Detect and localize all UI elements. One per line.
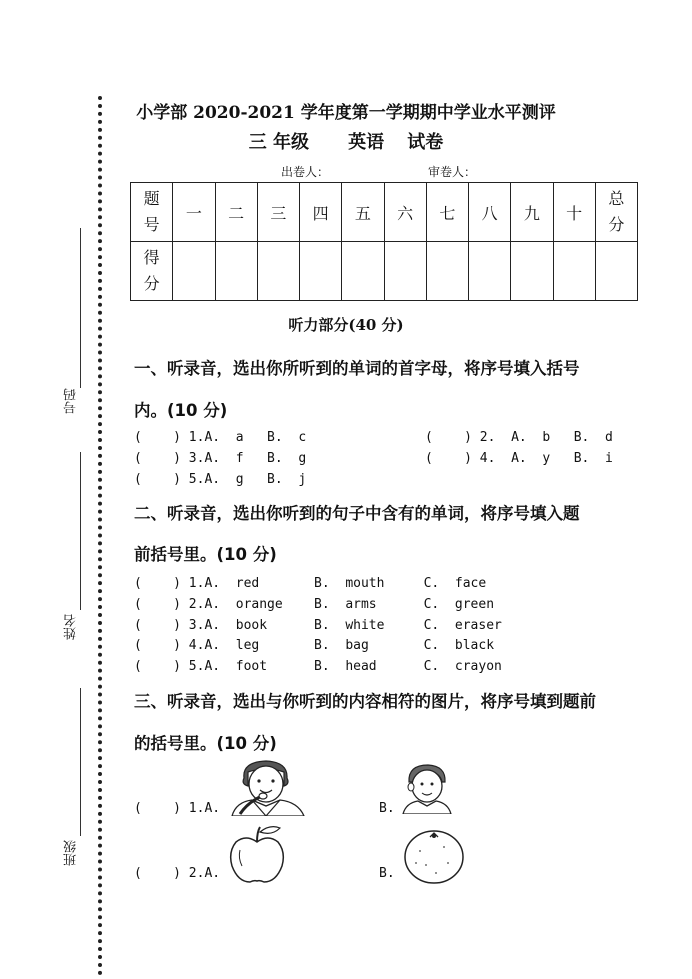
s3-q2-b: B. [379,866,395,881]
subtitle-grade: 三 年级 [248,132,310,153]
s3-q2-prefix: ( ) 2.A. [134,866,221,881]
section3-heading: 三、听录音，选出与你听到的内容相符的图片，将序号填到题前 [134,692,596,711]
score-cell[interactable] [426,242,468,301]
orange-picture [402,827,466,885]
exam-title: 小学部 2020-2021 学年度第一学期期中学业水平测评 [136,103,556,123]
reviewer-label: 审卷人： [428,165,477,179]
exam-number-label: 号码 [64,388,79,414]
col-7: 七 [426,183,468,242]
boy-picture [400,762,454,814]
s2-item-1: ( ) 1.A. red B. mouth C. face [134,576,487,591]
score-table [130,182,638,301]
section3-heading-cont: 的括号里。(10 分) [134,734,277,753]
class-label: 班级 [64,840,79,866]
score-cell[interactable] [300,242,342,301]
s2-item-5: ( ) 5.A. foot B. head C. crayon [134,659,502,674]
s2-item-2: ( ) 2.A. orange B. arms C. green [134,597,495,612]
score-cell[interactable] [469,242,511,301]
subtitle-subject: 英语 [348,132,385,153]
name-label: 姓名 [64,614,79,640]
col-1: 一 [173,183,215,242]
score-cell[interactable] [595,242,637,301]
exam-subtitle [0,128,692,154]
score-cell[interactable] [215,242,257,301]
score-table-score-row [131,242,638,301]
class-line [80,688,81,836]
score-cell[interactable] [257,242,299,301]
col-6: 六 [384,183,426,242]
author-label: 出卷人： [281,165,330,179]
listening-part-title: 听力部分(40 分) [288,316,404,334]
col-8: 八 [469,183,511,242]
name-line [80,452,81,610]
section1-heading-cont: 内。(10 分) [134,401,228,420]
score-table-header-row [131,183,638,242]
col-2: 二 [215,183,257,242]
section2-heading: 二、听录音，选出你听到的句子中含有的单词，将序号填入题 [134,504,580,523]
score-cell[interactable] [173,242,215,301]
section1-heading: 一、听录音，选出你所听到的单词的首字母，将序号填入括号 [134,359,580,378]
s1-item-1: ( ) 1.A. a B. c [134,430,307,445]
s1-item-4: ( ) 4. A. y B. i [425,451,613,466]
s2-item-3: ( ) 3.A. book B. white C. eraser [134,618,502,633]
s1-item-2: ( ) 2. A. b B. d [425,430,613,445]
exam-number-line [80,228,81,388]
col-total: 总分 [595,183,637,242]
section2-heading-cont: 前括号里。(10 分) [134,545,277,564]
score-cell[interactable] [553,242,595,301]
s3-q1-prefix: ( ) 1.A. [134,801,221,816]
score-cell[interactable] [384,242,426,301]
s3-q1-b: B. [379,801,395,816]
s1-item-5: ( ) 5.A. g B. j [134,472,307,487]
binding-dotted-line [98,96,102,976]
col-3: 三 [257,183,299,242]
col-9: 九 [511,183,553,242]
woman-touching-chin-picture [226,758,308,816]
row-label-score: 得分 [131,242,173,301]
s2-item-4: ( ) 4.A. leg B. bag C. black [134,638,495,653]
apple-picture [226,824,288,886]
col-5: 五 [342,183,384,242]
col-10: 十 [553,183,595,242]
score-cell[interactable] [511,242,553,301]
s1-item-3: ( ) 3.A. f B. g [134,451,307,466]
score-cell[interactable] [342,242,384,301]
subtitle-paper: 试卷 [407,132,444,153]
row-label-question: 题号 [131,183,173,242]
col-4: 四 [300,183,342,242]
